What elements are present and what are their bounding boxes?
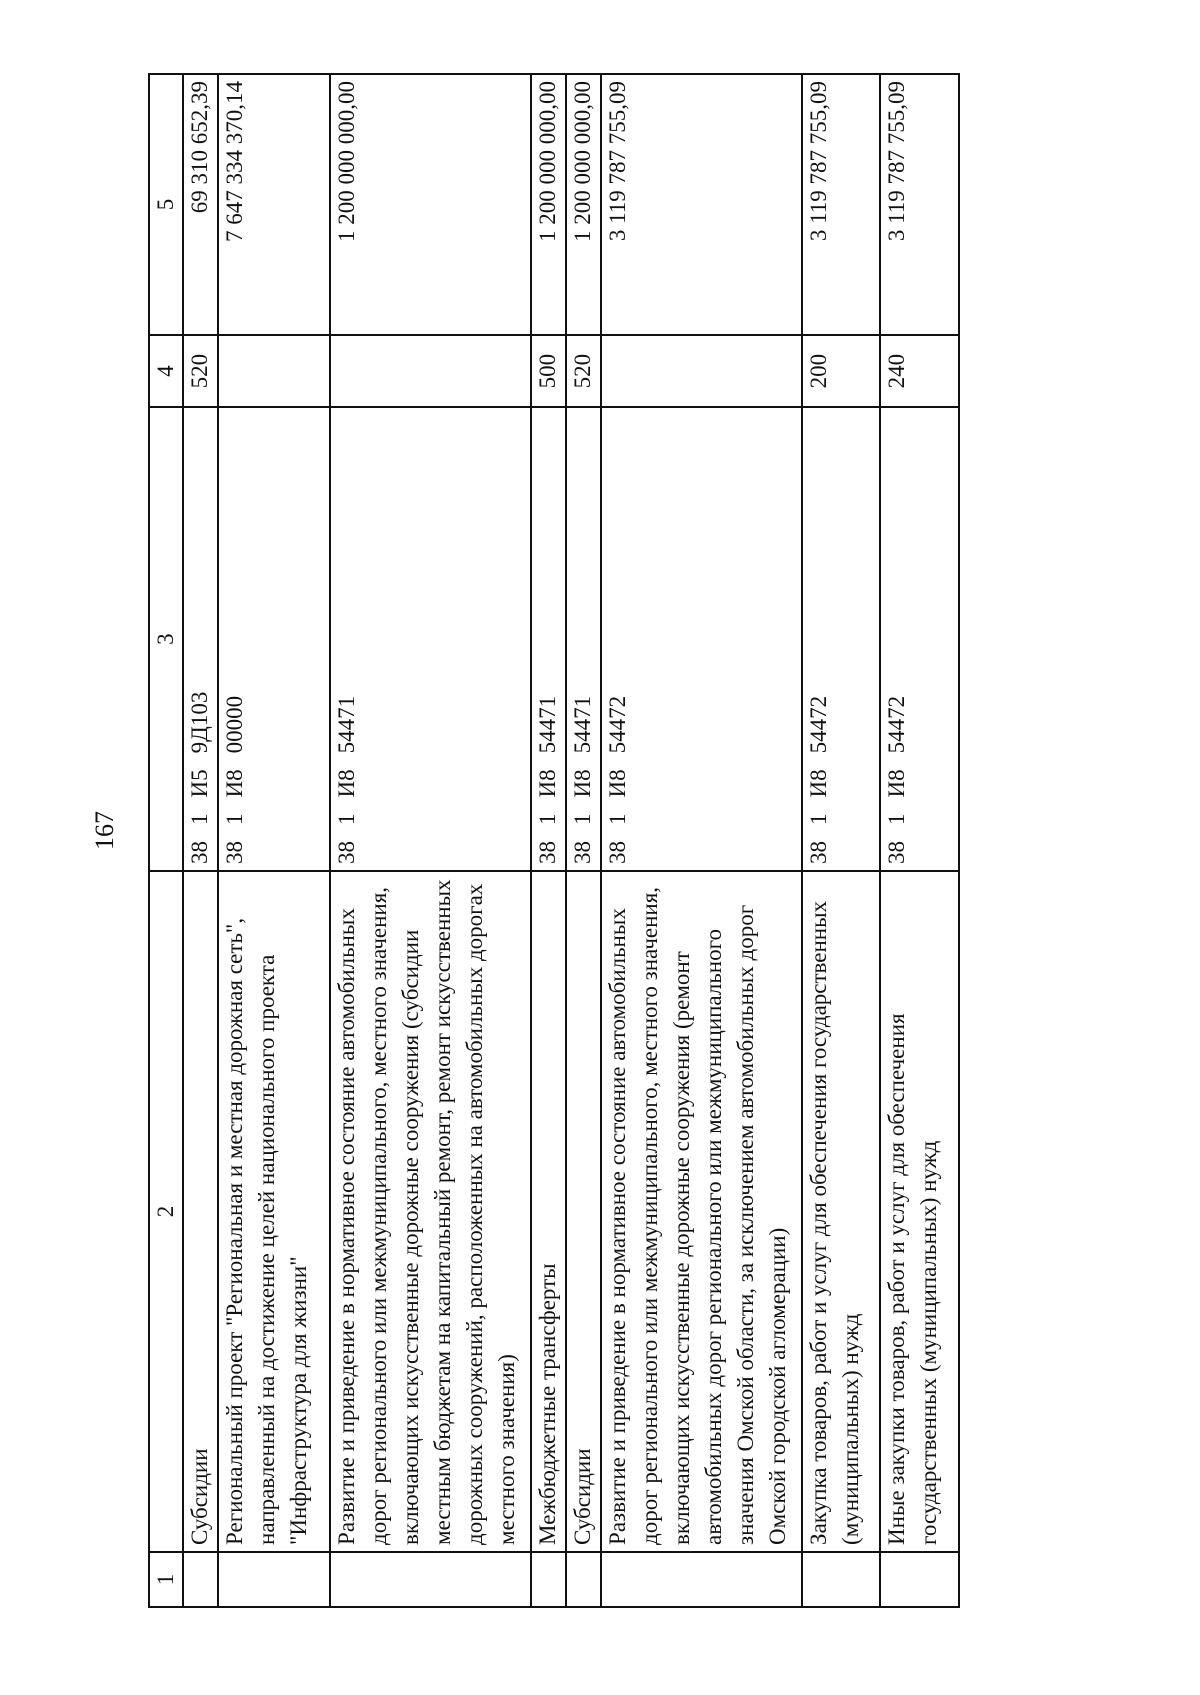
row-code: 381И854471 (531, 407, 566, 871)
row-kind: 240 (880, 335, 959, 407)
row-kind (330, 335, 531, 407)
row-kind: 520 (183, 335, 218, 407)
row-code: 381И854472 (601, 407, 802, 871)
header-col-4: 4 (149, 335, 183, 407)
row-name: Субсидии (566, 871, 601, 1552)
row-name: Закупка товаров, работ и услуг для обеспечения государственных (муниципальных) нужд (802, 871, 881, 1552)
row-amount: 1 200 000 000,00 (566, 74, 601, 335)
row-name: Межбюджетные трансферты (531, 871, 566, 1552)
table-row (802, 74, 881, 1607)
row-name: Региональный проект "Региональная и местная дорожная сеть", направленный на достижение целей национального проекта "Инфраструктура для жизни" (218, 871, 330, 1552)
page-number: 167 (90, 811, 119, 850)
row-amount: 69 310 652,39 (183, 74, 218, 335)
row-amount: 3 119 787 755,09 (601, 74, 802, 335)
row-code: 381И854471 (566, 407, 601, 871)
row-amount: 7 647 334 370,14 (218, 74, 330, 335)
row-name: Развитие и приведение в нормативное состояние автомобильных дорог регионального или межмуниципального, местного значения, включающих искусственные дорожные сооружения (субсидии местным бюджетам на капитальный ремонт, ремонт искусственных дорожных сооружений, расположенных на автомобильных дорогах местного значения) (330, 871, 531, 1552)
row-kind: 500 (531, 335, 566, 407)
row-kind: 520 (566, 335, 601, 407)
row-name: Иные закупки товаров, работ и услуг для обеспечения государственных (муниципальных) нужд (880, 871, 959, 1552)
row-code: 381И854471 (330, 407, 531, 871)
table-row (218, 74, 330, 1607)
row-code: 381И854472 (802, 407, 881, 871)
table-row (183, 74, 218, 1607)
table-row (330, 74, 531, 1607)
table-row (566, 74, 601, 1607)
row-code: 381И800000 (218, 407, 330, 871)
table-row (531, 74, 566, 1607)
row-amount: 3 119 787 755,09 (880, 74, 959, 335)
header-row (149, 74, 183, 1607)
row-kind (218, 335, 330, 407)
row-name: Субсидии (183, 871, 218, 1552)
header-col-2: 2 (149, 871, 183, 1552)
row-kind: 200 (802, 335, 881, 407)
header-col-1: 1 (149, 1552, 183, 1607)
budget-table-wrapper (148, 73, 960, 1608)
row-kind (601, 335, 802, 407)
row-amount: 1 200 000 000,00 (330, 74, 531, 335)
table-row (880, 74, 959, 1607)
row-name: Развитие и приведение в нормативное состояние автомобильных дорог регионального или межмуниципального, местного значения, включающих искусственные дорожные сооружения (ремонт автомобильных дорог регионального или межмуниципального значения Омской области, за исключением автомобильных дорог Омской городской агломерации) (601, 871, 802, 1552)
row-amount: 1 200 000 000,00 (531, 74, 566, 335)
budget-table (148, 73, 960, 1608)
header-col-3: 3 (149, 407, 183, 871)
header-col-5: 5 (149, 74, 183, 335)
row-code: 381И59Д103 (183, 407, 218, 871)
row-code: 381И854472 (880, 407, 959, 871)
table-row (601, 74, 802, 1607)
row-amount: 3 119 787 755,09 (802, 74, 881, 335)
